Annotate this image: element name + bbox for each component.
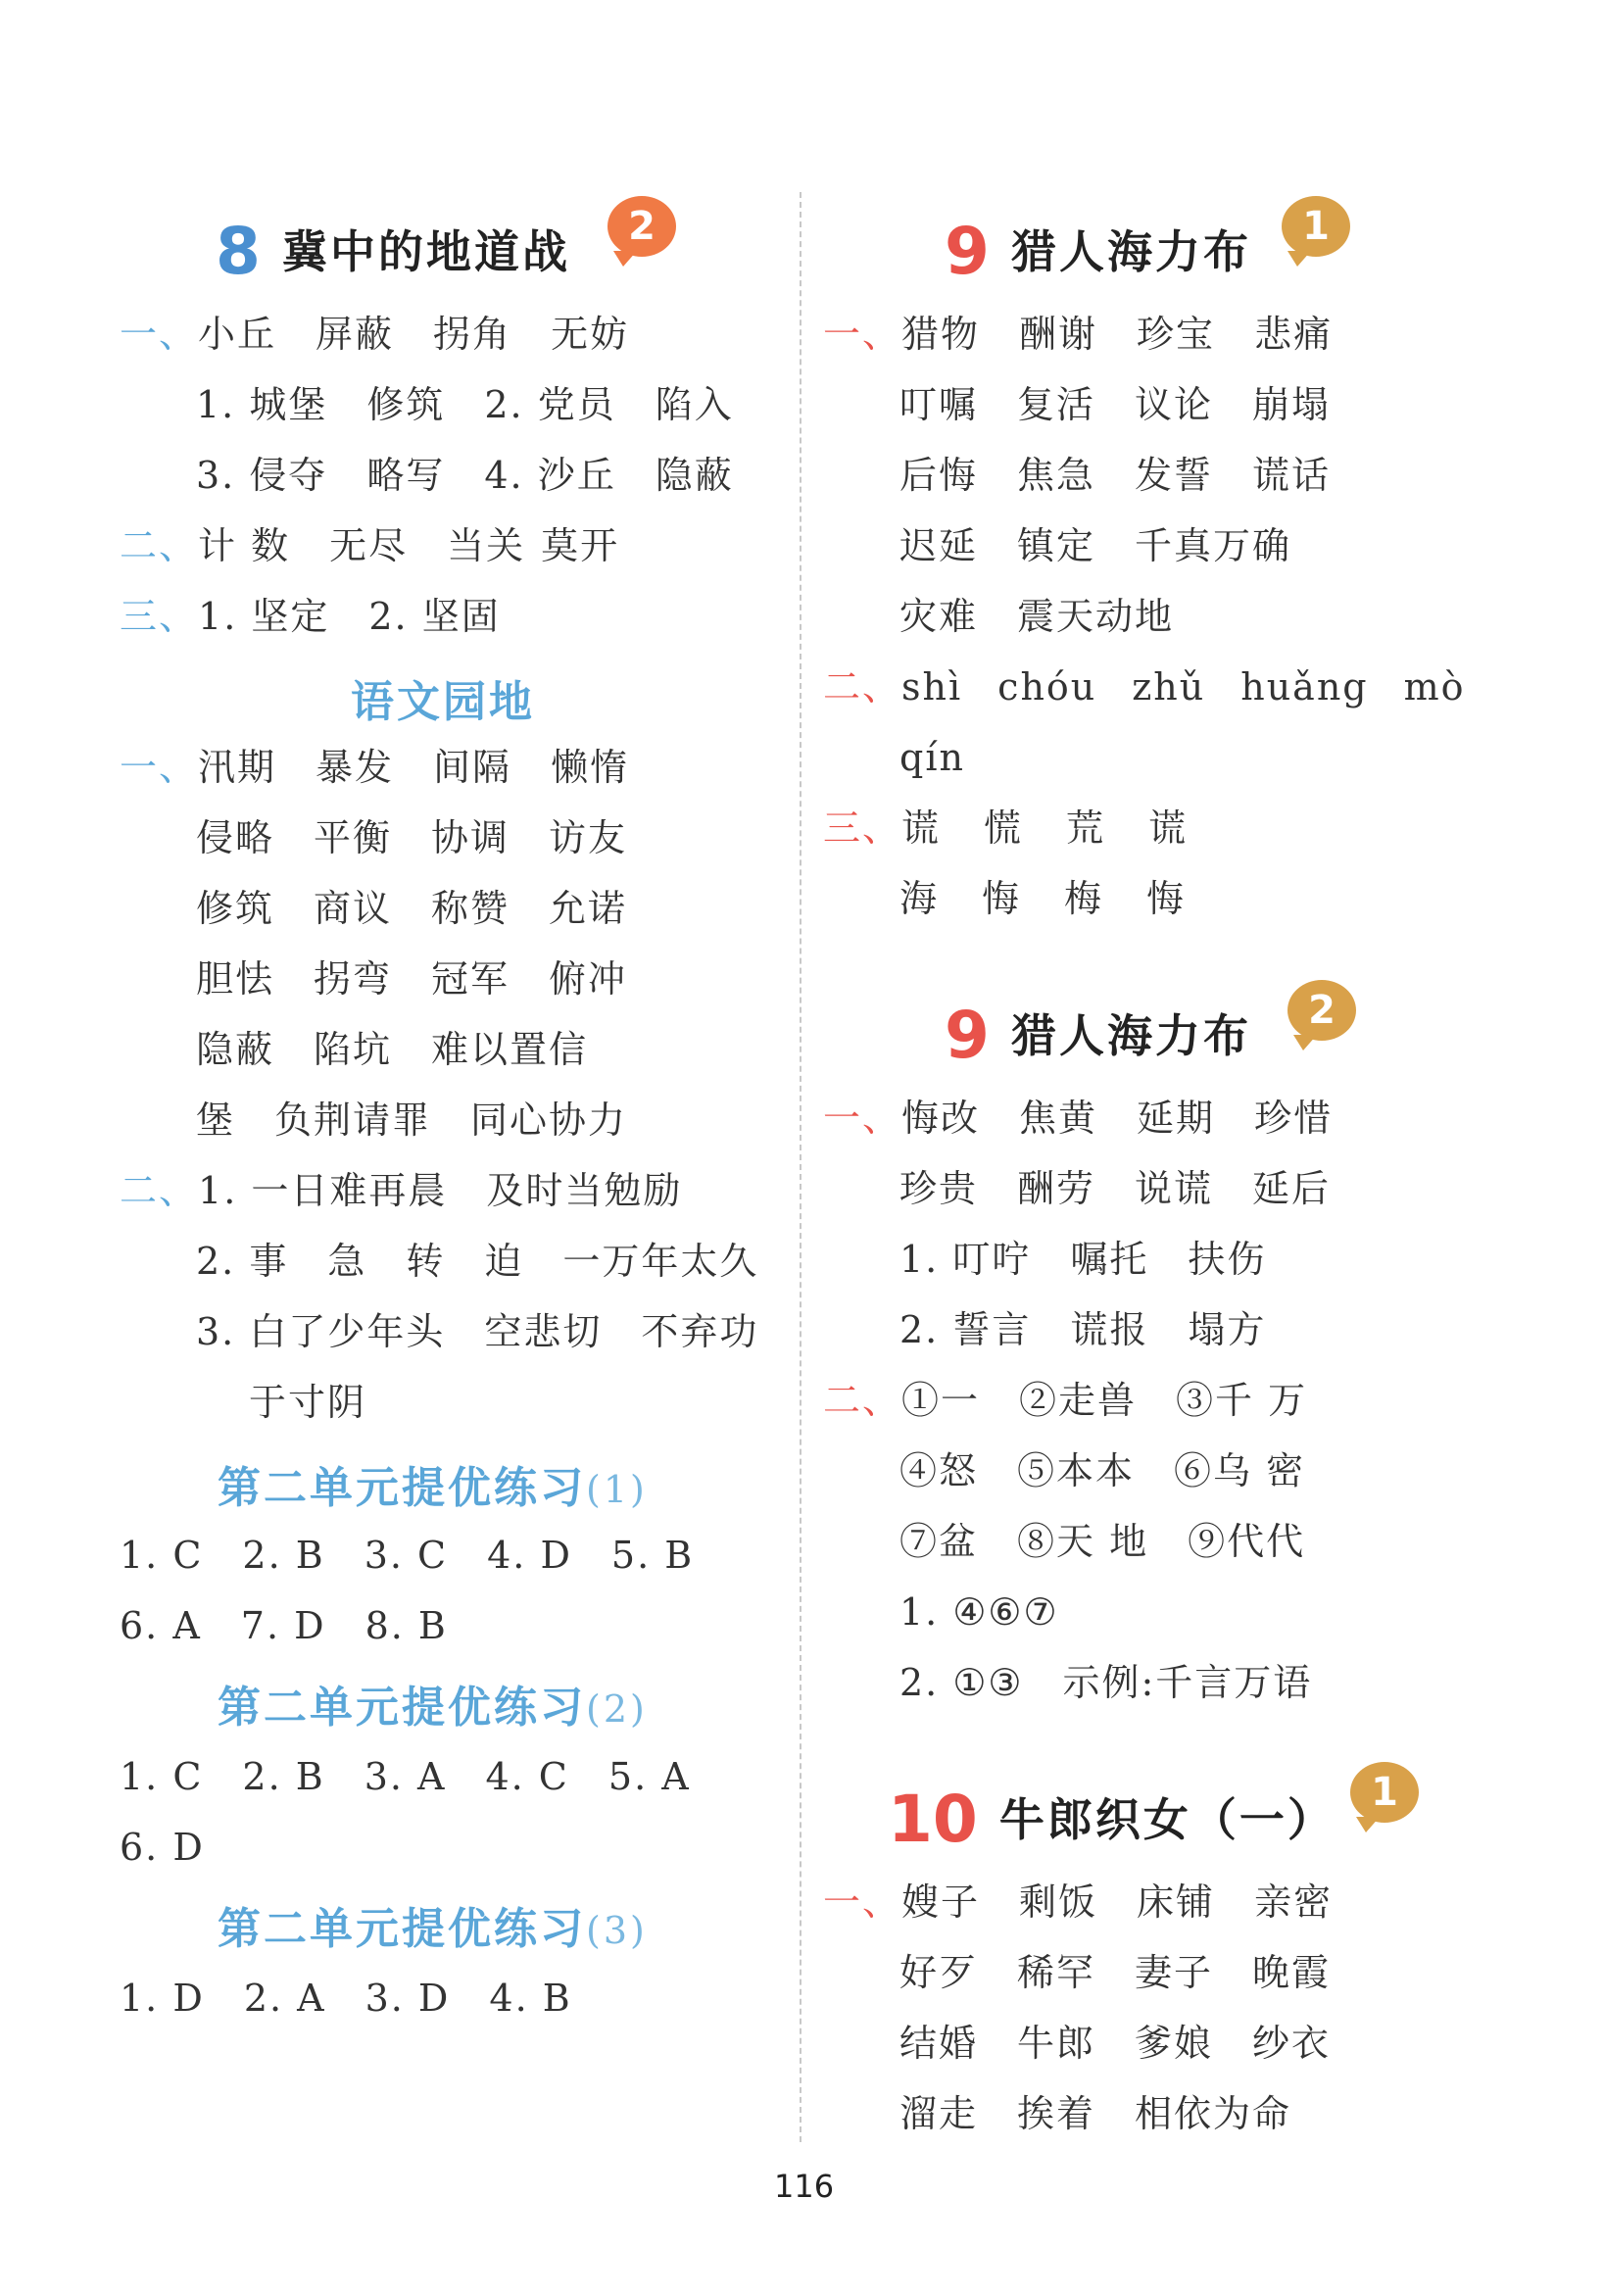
answer-line	[899, 1166, 1331, 1211]
answer-item: ⑨代代	[1188, 1520, 1306, 1563]
answer-item: 好歹	[899, 1951, 979, 1994]
answer-line	[249, 1380, 366, 1425]
answer-item: 4. 沙丘	[484, 454, 616, 497]
section-heading-yuwen: 语文园地	[351, 677, 535, 727]
answer-item: 酬劳	[1017, 1167, 1096, 1210]
answer-item: 嘱托	[1070, 1238, 1149, 1281]
answer-item: 隐蔽	[196, 1028, 275, 1071]
answer-item: 1. 坚定	[198, 595, 330, 638]
answer-item: 急	[327, 1240, 367, 1283]
answer-line	[899, 1660, 1312, 1705]
answer-item: 平衡	[314, 816, 393, 859]
answer-item: 悔改	[901, 1097, 981, 1140]
answer-line	[823, 1880, 1333, 1925]
answer-item: 无妨	[551, 313, 630, 356]
answer-item: ⑧天 地	[1017, 1520, 1149, 1563]
question-label: 二、	[823, 1379, 902, 1422]
section-title: 冀中的地道战	[281, 225, 570, 278]
answer-item: 酬谢	[1019, 313, 1098, 356]
answer-item: 牛郎	[1017, 2022, 1096, 2065]
answer-item: 崩塌	[1252, 383, 1332, 426]
answer-item: 3. A	[364, 1755, 447, 1798]
answer-item: ⑤本本	[1017, 1449, 1136, 1492]
answer-item: 6. D	[120, 1826, 205, 1869]
answer-item: 间隔	[433, 746, 512, 789]
section-heading-10	[888, 1782, 1336, 1857]
answer-line	[899, 2091, 1291, 2136]
answer-line	[899, 1950, 1331, 1995]
answer-item: 亲密	[1254, 1881, 1334, 1924]
answer-line	[120, 1976, 572, 2021]
answer-line	[196, 453, 734, 498]
answer-item: 修筑	[366, 383, 446, 426]
answer-item: 1. 一日难再晨	[198, 1169, 448, 1212]
answer-item: 海	[899, 877, 940, 920]
answer-item: 示例:千言万语	[1062, 1661, 1313, 1704]
answer-item: ③千 万	[1176, 1379, 1308, 1422]
answer-item: 2. B	[242, 1755, 325, 1798]
answer-item: 4. C	[485, 1755, 569, 1798]
question-label: 一、	[120, 313, 199, 356]
answer-line	[899, 523, 1291, 568]
answer-item: 小丘	[198, 313, 277, 356]
answer-item: 汛期	[198, 746, 277, 789]
answer-item: 梅	[1064, 877, 1104, 920]
section-number: 8	[216, 214, 261, 289]
answer-item: 难以置信	[431, 1028, 589, 1071]
answer-item: 焦急	[1017, 454, 1096, 497]
answer-item: 震天动地	[1017, 595, 1175, 638]
answer-line	[120, 1754, 691, 1799]
answer-item: 稀罕	[1017, 1951, 1096, 1994]
answer-item: 3. C	[364, 1534, 449, 1577]
answer-line	[899, 1448, 1305, 1493]
lesson-badge-icon	[1350, 1762, 1419, 1823]
answer-item: mò	[1403, 665, 1466, 708]
answer-line	[823, 806, 1188, 851]
answer-item: 镇定	[1017, 524, 1096, 567]
answer-item: 冠军	[431, 957, 510, 1001]
answer-line	[899, 1589, 1059, 1635]
answer-item: 6. A	[120, 1604, 202, 1647]
answer-item: 迟延	[899, 524, 979, 567]
answer-item: 拐角	[433, 313, 512, 356]
answer-item: 珍惜	[1254, 1097, 1334, 1140]
answer-line	[899, 1237, 1266, 1282]
answer-line	[196, 956, 627, 1001]
answer-item: 慌	[984, 806, 1024, 850]
answer-item: ②走兽	[1019, 1379, 1138, 1422]
exercise-heading-3	[218, 1893, 648, 1956]
exercise-title: 第二单元提优练习	[218, 1904, 586, 1954]
answer-item: 商议	[314, 887, 393, 930]
lesson-badge-icon	[1282, 196, 1350, 257]
answer-item: 懒惰	[551, 746, 630, 789]
answer-item: 负荆请罪	[274, 1099, 432, 1142]
exercise-title: 第二单元提优练习	[218, 1463, 586, 1513]
answer-item: 议论	[1135, 383, 1214, 426]
answer-item: 1. ④⑥⑦	[899, 1590, 1059, 1634]
answer-item: 塌方	[1188, 1308, 1267, 1351]
answer-item: 悔	[1146, 877, 1187, 920]
section-number: 10	[888, 1782, 978, 1857]
answer-item: 转	[406, 1240, 446, 1283]
exercise-heading-1	[218, 1452, 648, 1515]
answer-item: ⑦盆	[899, 1520, 979, 1563]
answer-item: 延期	[1137, 1097, 1216, 1140]
answer-item: zhǔ	[1132, 665, 1206, 708]
answer-item: 晚霞	[1252, 1951, 1332, 1994]
answer-line	[120, 312, 629, 357]
answer-line	[899, 594, 1174, 639]
exercise-title: 第二单元提优练习	[218, 1683, 586, 1733]
section-number: 9	[945, 998, 990, 1073]
answer-item: chóu	[997, 665, 1097, 708]
answer-item: 溜走	[899, 2092, 979, 2135]
answer-line	[899, 735, 965, 780]
answer-item: 谎	[901, 806, 942, 850]
answer-line	[899, 1307, 1266, 1352]
answer-item: 不弃功	[641, 1310, 759, 1353]
answer-item: 1. 城堡	[196, 383, 328, 426]
exercise-number: (1)	[586, 1468, 648, 1511]
answer-item: 1. 叮咛	[899, 1238, 1032, 1281]
answer-line	[899, 453, 1331, 498]
answer-item: 计 数	[198, 524, 291, 567]
section-title: 猎人海力布	[1010, 225, 1251, 278]
answer-item: ④怒	[899, 1449, 979, 1492]
answer-item: 1. C	[120, 1755, 204, 1798]
answer-item: 允诺	[549, 887, 628, 930]
answer-item: 及时当勉励	[486, 1169, 683, 1212]
answer-item: 发誓	[1135, 454, 1214, 497]
answer-item: 说谎	[1135, 1167, 1214, 1210]
answer-item: 无尽	[329, 524, 409, 567]
badge-number: 1	[1371, 1770, 1398, 1815]
answer-item: qín	[899, 736, 965, 779]
answer-item: 挨着	[1017, 2092, 1096, 2135]
answer-item: 8. B	[364, 1604, 448, 1647]
answer-line	[196, 382, 734, 427]
answer-item: 扶伤	[1188, 1238, 1267, 1281]
answer-item: 谎话	[1252, 454, 1332, 497]
answer-item: 略写	[366, 454, 446, 497]
answer-item: 5. B	[610, 1534, 695, 1577]
answer-item: 2. 坚固	[368, 595, 501, 638]
answer-item: 空悲切	[484, 1310, 603, 1353]
section-number: 9	[945, 214, 990, 289]
answer-line	[120, 745, 629, 790]
answer-item: 俯冲	[549, 957, 628, 1001]
answer-item: ⑥乌 密	[1174, 1449, 1306, 1492]
answer-item: 修筑	[196, 887, 275, 930]
answer-item: 访友	[549, 816, 628, 859]
answer-item: 当关	[447, 524, 526, 567]
question-label: 三、	[120, 595, 199, 638]
section-heading-9a	[945, 214, 1251, 289]
answer-line	[899, 876, 1186, 921]
answer-line	[120, 523, 619, 568]
answer-item: 叮嘱	[899, 383, 979, 426]
answer-item: 悲痛	[1254, 313, 1334, 356]
answer-item: 4. D	[487, 1534, 572, 1577]
answer-line	[823, 1096, 1333, 1141]
answer-item: 暴发	[316, 746, 395, 789]
question-label: 一、	[823, 1881, 902, 1924]
answer-item: 谎报	[1070, 1308, 1149, 1351]
answer-item: 协调	[431, 816, 510, 859]
badge-number: 2	[1308, 988, 1336, 1033]
answer-item: ①一	[901, 1379, 981, 1422]
answer-item: 3. 白了少年头	[196, 1310, 446, 1353]
answer-item: 2. 事	[196, 1240, 289, 1283]
question-label: 一、	[823, 313, 902, 356]
answer-line	[823, 312, 1333, 357]
answer-item: 同心协力	[470, 1099, 628, 1142]
answer-item: 嫂子	[901, 1881, 981, 1924]
answer-line	[196, 1027, 588, 1072]
answer-item: 莫开	[541, 524, 620, 567]
answer-item: 迫	[484, 1240, 524, 1283]
section-title: 牛郎织女（一）	[998, 1793, 1336, 1846]
answer-item: 2. 党员	[484, 383, 616, 426]
answer-line	[120, 1603, 448, 1648]
answer-line	[899, 2021, 1331, 2066]
answer-line	[196, 1309, 758, 1354]
answer-line	[899, 382, 1331, 427]
question-label: 二、	[120, 524, 199, 567]
exercise-heading-2	[218, 1672, 648, 1734]
answer-item: 7. D	[240, 1604, 326, 1647]
answer-item: huǎng	[1240, 665, 1369, 708]
answer-item: 胆怯	[196, 957, 275, 1001]
answer-line	[899, 1519, 1305, 1564]
lesson-badge-icon	[607, 196, 676, 257]
answer-item: 侵略	[196, 816, 275, 859]
answer-item: 灾难	[899, 595, 979, 638]
answer-item: 屏蔽	[316, 313, 395, 356]
answer-item: 剩饭	[1019, 1881, 1098, 1924]
answer-item: 陷入	[655, 383, 734, 426]
answer-line	[120, 1825, 205, 1870]
answer-item: 爹娘	[1135, 2022, 1214, 2065]
answer-line	[196, 886, 627, 931]
badge-number: 1	[1302, 204, 1330, 249]
answer-item: 3. 侵夺	[196, 454, 328, 497]
question-label: 一、	[120, 746, 199, 789]
answer-item: 千真万确	[1135, 524, 1292, 567]
answer-item: 猎物	[901, 313, 981, 356]
page-number: 116	[774, 2168, 835, 2205]
answer-line	[196, 1239, 758, 1284]
answer-item: 悔	[982, 877, 1022, 920]
answer-item: 1. D	[120, 1977, 205, 2020]
answer-item: 3. D	[364, 1977, 451, 2020]
answer-item: 2. ①③	[899, 1661, 1024, 1704]
answer-item: 焦黄	[1019, 1097, 1098, 1140]
question-label: 二、	[823, 665, 902, 708]
section-title: 猎人海力布	[1010, 1009, 1251, 1062]
answer-item: 纱衣	[1252, 2022, 1332, 2065]
answer-item: 4. B	[489, 1977, 572, 2020]
column-divider	[800, 192, 802, 2142]
section-heading-8	[216, 214, 570, 289]
answer-item: 堡	[196, 1099, 236, 1142]
answer-item: 5. A	[607, 1755, 691, 1798]
badge-number: 2	[628, 204, 656, 249]
answer-line	[196, 815, 627, 860]
answer-item: 珍宝	[1137, 313, 1216, 356]
answer-item: 床铺	[1137, 1881, 1216, 1924]
answer-item: 2. 誓言	[899, 1308, 1032, 1351]
answer-item: 2. B	[242, 1534, 325, 1577]
answer-item: 后悔	[899, 454, 979, 497]
question-label: 二、	[120, 1169, 199, 1212]
answer-item: 拐弯	[314, 957, 393, 1001]
answer-item: shì	[901, 665, 963, 708]
answer-line	[823, 1378, 1307, 1423]
answer-item: 复活	[1017, 383, 1096, 426]
answer-line	[120, 1533, 694, 1578]
question-label: 一、	[823, 1097, 902, 1140]
lesson-badge-icon	[1287, 980, 1356, 1041]
exercise-number: (3)	[586, 1909, 648, 1952]
answer-item: 妻子	[1135, 1951, 1214, 1994]
answer-line	[196, 1098, 627, 1143]
exercise-number: (2)	[586, 1687, 648, 1731]
answer-item: 隐蔽	[655, 454, 734, 497]
question-label: 三、	[823, 806, 902, 850]
answer-item: 1. C	[120, 1534, 204, 1577]
answer-line	[120, 1168, 682, 1213]
answer-item: 谎	[1148, 806, 1189, 850]
section-heading-9b	[945, 998, 1251, 1073]
answer-item: 珍贵	[899, 1167, 979, 1210]
answer-line	[120, 594, 501, 639]
answer-line	[823, 664, 1466, 709]
answer-item: 陷坑	[314, 1028, 393, 1071]
answer-item: 相依为命	[1135, 2092, 1292, 2135]
answer-item: 2. A	[243, 1977, 326, 2020]
answer-item: 于寸阴	[249, 1381, 367, 1424]
answer-item: 结婚	[899, 2022, 979, 2065]
answer-item: 称赞	[431, 887, 510, 930]
answer-item: 延后	[1252, 1167, 1332, 1210]
answer-item: 荒	[1066, 806, 1106, 850]
answer-item: 一万年太久	[562, 1240, 759, 1283]
